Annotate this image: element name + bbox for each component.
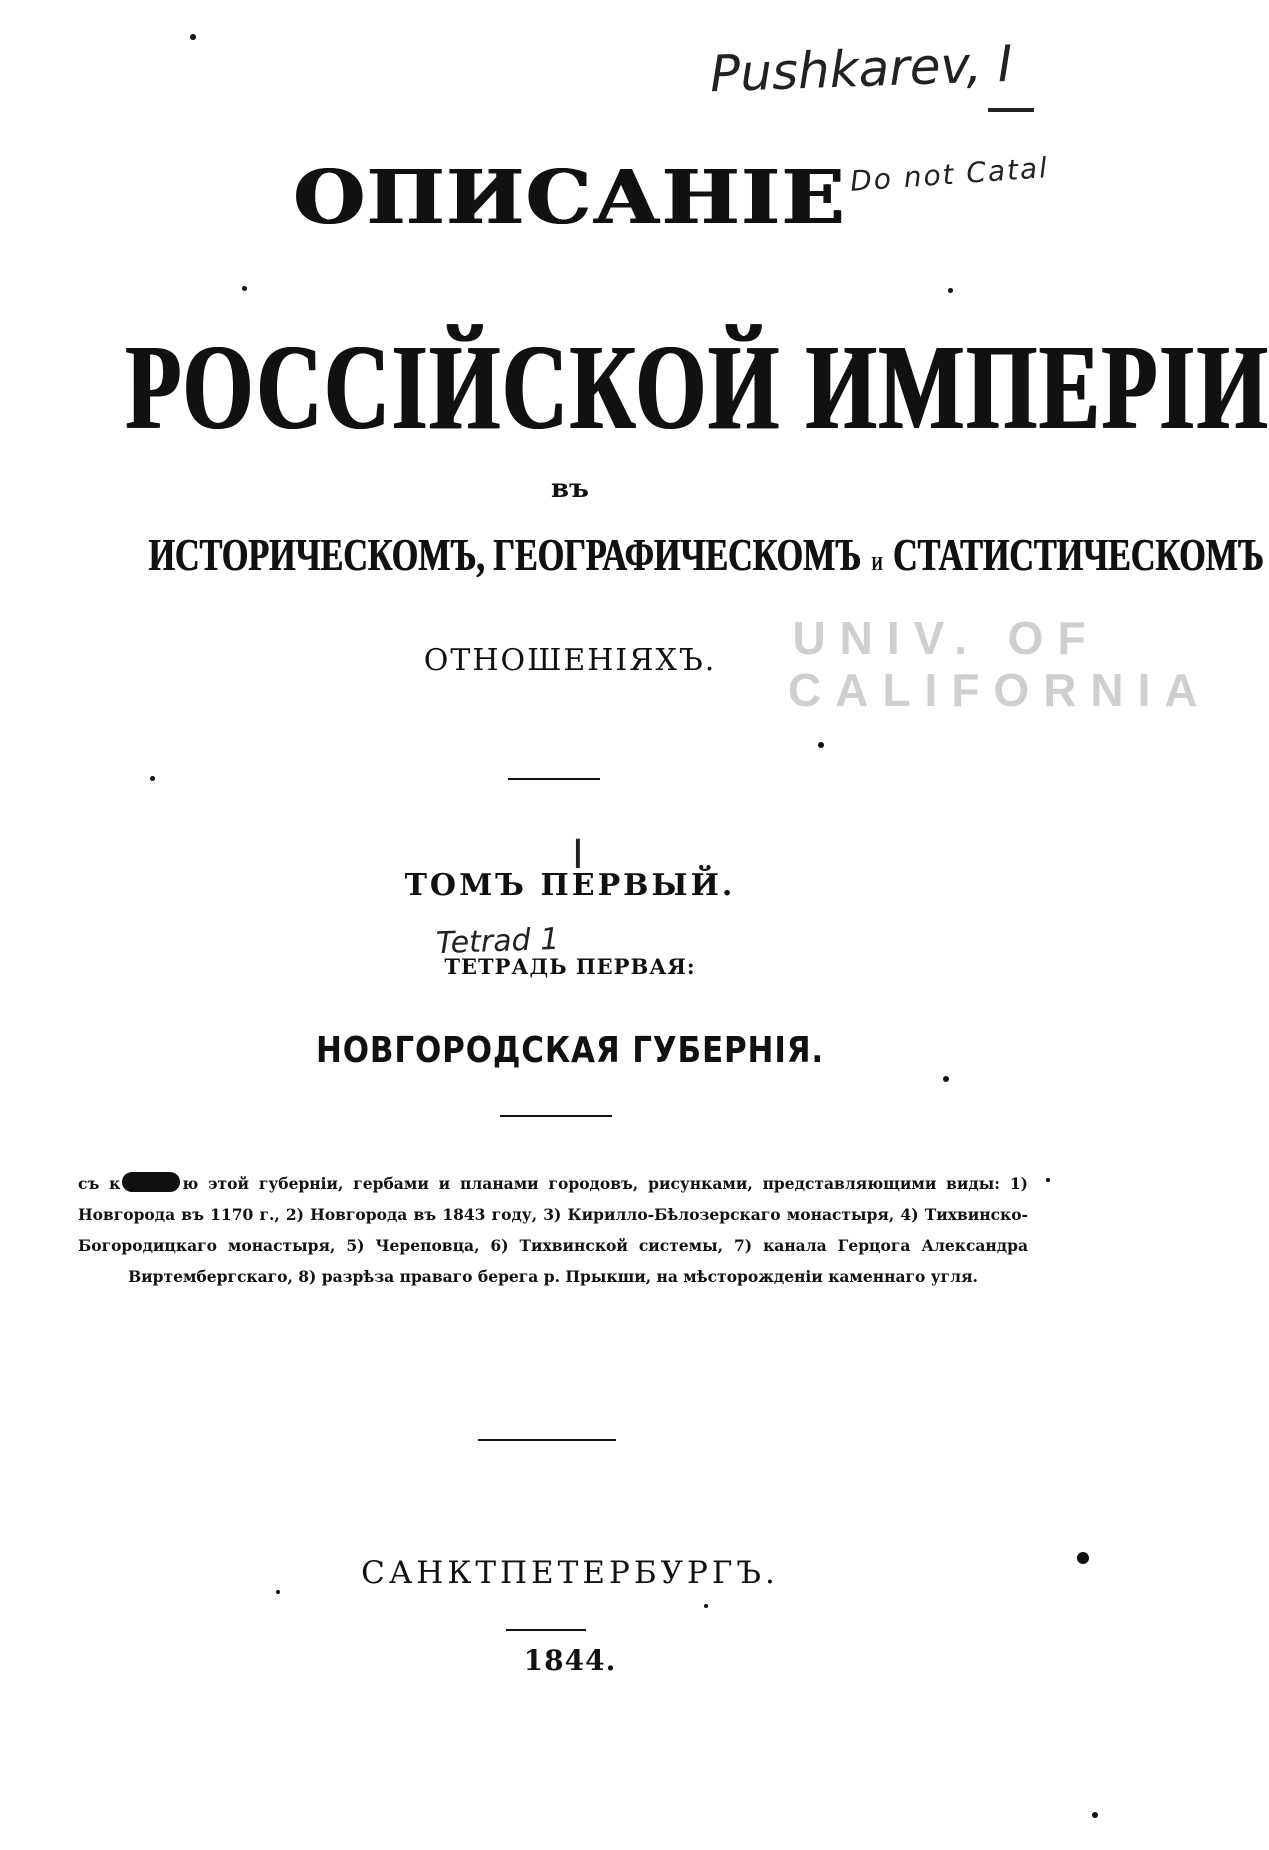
title-line-1: ОПИСАНІЕ xyxy=(293,154,847,242)
scan-speck xyxy=(943,1076,949,1082)
scan-speck xyxy=(276,1590,280,1594)
volume-label: ТОМЪ ПЕРВЫЙ. xyxy=(404,868,736,903)
notebook-label: ТЕТРАДЬ ПЕРВАЯ: xyxy=(444,954,696,979)
stamp-line-2: CALIFORNIA xyxy=(788,664,1212,716)
scan-speck xyxy=(242,286,247,291)
library-stamp xyxy=(788,612,1212,716)
scan-speck xyxy=(1077,1552,1089,1564)
scan-speck xyxy=(1046,1178,1050,1182)
description-rest: ю этой губерніи, гербами и планами городовъ, рисунками, представляющими виды: 1) Новгорода въ 1170 г., 2) Новгорода въ 1843 году, 3) Кирилло-Бѣлозерскаго монастыря, 4) Тихвинско-Богородицкаго монастыря, 5) Череповца, 6) Тихвинской системы, 7) канала Герцога Александра Виртембергскаго, 8) разрѣза праваго берега р. Прыкши, на мѣсторожденіи каменнаго угля. xyxy=(78,1174,1028,1286)
description-start: съ к xyxy=(78,1174,121,1193)
title-line-2: РОССІЙСКОЙ ИМПЕРІИ xyxy=(125,320,1269,456)
title-line-5: ОТНОШЕНІЯХЪ. xyxy=(423,643,717,678)
divider-rule xyxy=(478,1439,616,1441)
title-line-3: въ xyxy=(550,474,589,504)
title-line-4-part-2: СТАТИСТИЧЕСКОМЪ xyxy=(892,529,1264,580)
contents-description xyxy=(78,1168,1028,1292)
imprint-year: 1844. xyxy=(523,1644,617,1677)
stamp-line-1: UNIV. OF xyxy=(792,612,1100,664)
handwritten-volume-mark: I xyxy=(572,832,584,878)
handwritten-author-name: Pushkarev, I xyxy=(709,34,1014,104)
scan-speck xyxy=(948,288,953,293)
scan-speck xyxy=(190,34,196,40)
divider-rule xyxy=(508,778,600,780)
province-title: НОВГОРОДСКАЯ ГУБЕРНІЯ. xyxy=(315,1030,825,1071)
divider-rule xyxy=(506,1629,586,1631)
scan-speck xyxy=(150,776,155,781)
scan-speck xyxy=(818,742,824,748)
title-line-4-part-1: ИСТОРИЧЕСКОМЪ, ГЕОГРАФИЧЕСКОМЪ xyxy=(148,529,861,580)
imprint-city: САНКТПЕТЕРБУРГЪ. xyxy=(361,1555,779,1591)
title-line-4 xyxy=(148,528,1264,581)
handwritten-note: Do not Catal xyxy=(849,151,1050,198)
title-line-4-conjunction: и xyxy=(871,546,883,577)
ink-blot xyxy=(122,1172,180,1192)
handwritten-underline xyxy=(988,108,1034,112)
handwritten-tetrad-mark: Tetrad 1 xyxy=(435,921,560,962)
scan-speck xyxy=(1092,1812,1098,1818)
divider-rule xyxy=(500,1115,612,1117)
scan-speck xyxy=(704,1604,708,1608)
